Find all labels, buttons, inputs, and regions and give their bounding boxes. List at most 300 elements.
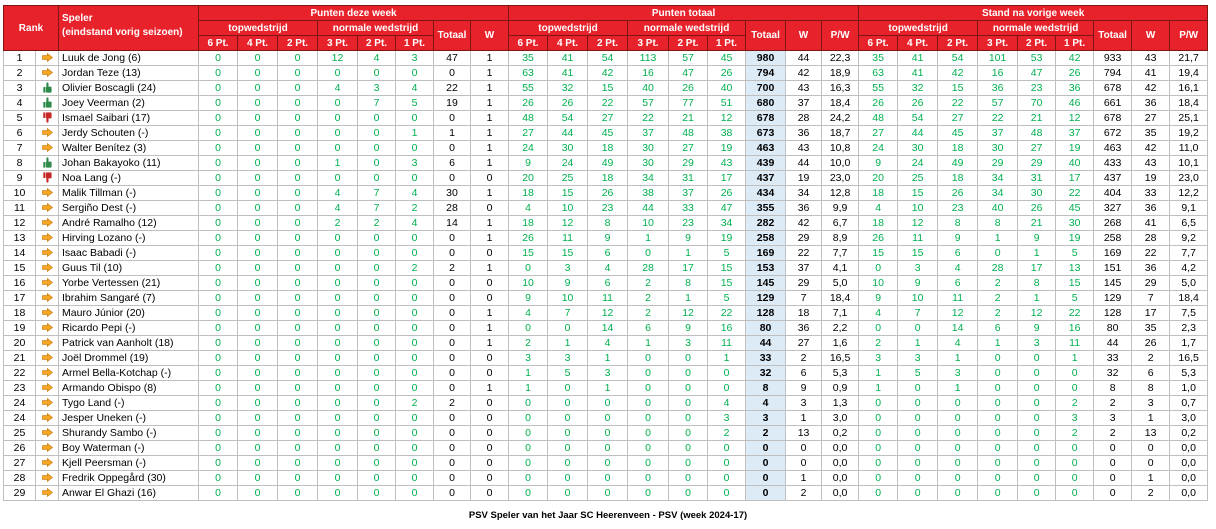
week-top-6pt-cell: 0 bbox=[199, 321, 238, 336]
week-top-6pt-cell: 0 bbox=[199, 306, 238, 321]
week-total-cell: 0 bbox=[434, 66, 471, 81]
previous-normal-1pt-cell: 1 bbox=[1056, 351, 1094, 366]
total-pw-cell: 23,0 bbox=[822, 171, 859, 186]
previous-top-4pt-cell: 15 bbox=[898, 186, 938, 201]
total-normal-3pt-cell: 0 bbox=[628, 396, 669, 411]
week-w-cell: 1 bbox=[471, 231, 509, 246]
table-row bbox=[4, 336, 1208, 351]
total-top-2pt-cell: 14 bbox=[588, 321, 628, 336]
previous-pw-cell: 0,2 bbox=[1170, 426, 1208, 441]
trend-cell bbox=[36, 381, 59, 396]
total-total-cell: 4 bbox=[746, 396, 786, 411]
previous-top-6pt-cell: 0 bbox=[859, 396, 898, 411]
previous-top-6pt-cell: 0 bbox=[859, 471, 898, 486]
rank-cell: 24 bbox=[4, 396, 36, 411]
total-pw-cell: 10,8 bbox=[822, 141, 859, 156]
trend-cell bbox=[36, 276, 59, 291]
trend-cell bbox=[36, 96, 59, 111]
total-pw-cell: 5,0 bbox=[822, 276, 859, 291]
total-w-cell: 3 bbox=[786, 396, 822, 411]
week-normal-3pt-cell: 0 bbox=[318, 261, 358, 276]
total-pw-cell: 10,0 bbox=[822, 156, 859, 171]
previous-normal-1pt-cell: 30 bbox=[1056, 216, 1094, 231]
previous-top-4pt-cell: 0 bbox=[898, 441, 938, 456]
previous-1pt-header: 1 Pt. bbox=[1056, 36, 1094, 51]
arrow-right-icon bbox=[42, 188, 53, 197]
player-name: Jordan Teze (13) bbox=[59, 66, 199, 81]
rank-cell: 14 bbox=[4, 246, 36, 261]
previous-normal-1pt-cell: 2 bbox=[1056, 426, 1094, 441]
total-w-cell: 1 bbox=[786, 411, 822, 426]
week-normal-3pt-cell: 0 bbox=[318, 471, 358, 486]
table-row bbox=[4, 216, 1208, 231]
previous-total-cell: 33 bbox=[1094, 351, 1132, 366]
total-w-cell: 44 bbox=[786, 156, 822, 171]
week-total-cell: 0 bbox=[434, 246, 471, 261]
total-top-6pt-cell: 0 bbox=[509, 441, 548, 456]
total-normal-3pt-cell: 6 bbox=[628, 321, 669, 336]
previous-normal-1pt-cell: 3 bbox=[1056, 411, 1094, 426]
week-top-4pt-cell: 0 bbox=[238, 441, 278, 456]
week-top-4pt-cell: 0 bbox=[238, 246, 278, 261]
trend-cell bbox=[36, 81, 59, 96]
total-top-4pt-cell: 10 bbox=[548, 201, 588, 216]
previous-normal-1pt-cell: 0 bbox=[1056, 381, 1094, 396]
previous-normal-1pt-cell: 22 bbox=[1056, 186, 1094, 201]
total-normal-2pt-cell: 47 bbox=[669, 66, 708, 81]
arrow-right-icon bbox=[42, 263, 53, 272]
total-top-6pt-cell: 9 bbox=[509, 156, 548, 171]
table-row bbox=[4, 441, 1208, 456]
previous-top-4pt-cell: 30 bbox=[898, 141, 938, 156]
previous-normal-2pt-cell: 0 bbox=[1018, 411, 1056, 426]
rank-cell: 13 bbox=[4, 231, 36, 246]
week-total-cell: 0 bbox=[434, 321, 471, 336]
rank-cell: 23 bbox=[4, 381, 36, 396]
table-row bbox=[4, 156, 1208, 171]
week-w-cell: 0 bbox=[471, 201, 509, 216]
week-normal-3pt-cell: 0 bbox=[318, 441, 358, 456]
player-name: Guus Til (10) bbox=[59, 261, 199, 276]
total-total-cell: 145 bbox=[746, 276, 786, 291]
total-pw-cell: 8,9 bbox=[822, 231, 859, 246]
week-normal-2pt-cell: 0 bbox=[358, 411, 396, 426]
previous-w-cell: 35 bbox=[1132, 126, 1170, 141]
previous-normal-1pt-cell: 17 bbox=[1056, 171, 1094, 186]
arrow-right-icon bbox=[42, 203, 53, 212]
total-normal-3pt-cell: 0 bbox=[628, 441, 669, 456]
rank-cell: 28 bbox=[4, 471, 36, 486]
player-name: Jesper Uneken (-) bbox=[59, 411, 199, 426]
week-top-2pt-cell: 0 bbox=[278, 456, 318, 471]
table-row bbox=[4, 321, 1208, 336]
total-w-header: W bbox=[786, 21, 822, 51]
previous-normal-3pt-cell: 36 bbox=[978, 81, 1018, 96]
previous-normal-3pt-cell: 40 bbox=[978, 201, 1018, 216]
week-w-cell: 1 bbox=[471, 186, 509, 201]
arrow-right-icon bbox=[42, 383, 53, 392]
previous-normal-3pt-cell: 1 bbox=[978, 336, 1018, 351]
player-name: Joey Veerman (2) bbox=[59, 96, 199, 111]
previous-normal-3pt-cell: 57 bbox=[978, 96, 1018, 111]
arrow-right-icon bbox=[42, 278, 53, 287]
previous-normal-3pt-cell: 2 bbox=[978, 276, 1018, 291]
total-top-4pt-cell: 0 bbox=[548, 456, 588, 471]
total-top-4pt-cell: 3 bbox=[548, 261, 588, 276]
week-top-4pt-cell: 0 bbox=[238, 321, 278, 336]
trend-cell bbox=[36, 396, 59, 411]
total-normal-2pt-cell: 57 bbox=[669, 51, 708, 66]
total-normal-1pt-cell: 34 bbox=[708, 216, 746, 231]
total-normal-3pt-cell: 44 bbox=[628, 201, 669, 216]
week-top-4pt-cell: 0 bbox=[238, 336, 278, 351]
previous-w-cell: 41 bbox=[1132, 216, 1170, 231]
total-normal-2pt-cell: 37 bbox=[669, 186, 708, 201]
total-normal-1pt-cell: 4 bbox=[708, 396, 746, 411]
previous-w-cell: 43 bbox=[1132, 51, 1170, 66]
previous-w-cell: 17 bbox=[1132, 306, 1170, 321]
previous-top-2pt-cell: 3 bbox=[938, 366, 978, 381]
total-normal-2pt-cell: 31 bbox=[669, 171, 708, 186]
arrow-right-icon bbox=[42, 248, 53, 257]
previous-top-4pt-cell: 0 bbox=[898, 411, 938, 426]
total-pw-cell: 18,4 bbox=[822, 96, 859, 111]
week-normal-2pt-cell: 0 bbox=[358, 231, 396, 246]
total-total-cell: 437 bbox=[746, 171, 786, 186]
previous-top-6pt-cell: 0 bbox=[859, 441, 898, 456]
total-normal-3pt-cell: 38 bbox=[628, 186, 669, 201]
rank-cell: 26 bbox=[4, 441, 36, 456]
player-name: Isaac Babadi (-) bbox=[59, 246, 199, 261]
player-header-label: Speler bbox=[62, 13, 93, 24]
week-normal-2pt-cell: 0 bbox=[358, 396, 396, 411]
trend-cell bbox=[36, 111, 59, 126]
previous-top-2pt-cell: 18 bbox=[938, 141, 978, 156]
trend-cell bbox=[36, 336, 59, 351]
previous-normal-2pt-cell: 12 bbox=[1018, 306, 1056, 321]
total-top-6pt-cell: 48 bbox=[509, 111, 548, 126]
rank-cell: 21 bbox=[4, 351, 36, 366]
table-row bbox=[4, 291, 1208, 306]
week-top-2pt-cell: 0 bbox=[278, 261, 318, 276]
player-name: Patrick van Aanholt (18) bbox=[59, 336, 199, 351]
total-normal-3pt-cell: 16 bbox=[628, 66, 669, 81]
previous-pw-cell: 5,3 bbox=[1170, 366, 1208, 381]
week-normal-1pt-cell: 0 bbox=[396, 336, 434, 351]
previous-normal-header: normale wedstrijd bbox=[978, 21, 1094, 36]
week-normal-header: normale wedstrijd bbox=[318, 21, 434, 36]
trend-cell bbox=[36, 246, 59, 261]
player-name: Olivier Boscagli (24) bbox=[59, 81, 199, 96]
total-total-cell: 282 bbox=[746, 216, 786, 231]
total-normal-3pt-cell: 0 bbox=[628, 351, 669, 366]
rank-cell: 20 bbox=[4, 336, 36, 351]
total-top-6pt-cell: 24 bbox=[509, 141, 548, 156]
previous-total-cell: 0 bbox=[1094, 471, 1132, 486]
week-top-4pt-cell: 0 bbox=[238, 486, 278, 501]
total-w-cell: 9 bbox=[786, 381, 822, 396]
previous-normal-2pt-cell: 9 bbox=[1018, 231, 1056, 246]
week-top-2pt-cell: 0 bbox=[278, 441, 318, 456]
total-w-cell: 42 bbox=[786, 216, 822, 231]
total-normal-3pt-cell: 30 bbox=[628, 141, 669, 156]
previous-normal-1pt-cell: 15 bbox=[1056, 276, 1094, 291]
previous-pw-header: P/W bbox=[1170, 21, 1208, 51]
week-top-2pt-cell: 0 bbox=[278, 381, 318, 396]
week-top-4pt-cell: 0 bbox=[238, 66, 278, 81]
trend-cell bbox=[36, 411, 59, 426]
total-top-4pt-cell: 0 bbox=[548, 381, 588, 396]
previous-total-cell: 2 bbox=[1094, 396, 1132, 411]
player-name: Sergiño Dest (-) bbox=[59, 201, 199, 216]
total-top-2pt-cell: 15 bbox=[588, 81, 628, 96]
total-w-cell: 44 bbox=[786, 51, 822, 66]
total-top-6pt-cell: 55 bbox=[509, 81, 548, 96]
week-top-6pt-cell: 0 bbox=[199, 396, 238, 411]
week-w-cell: 1 bbox=[471, 51, 509, 66]
total-pw-cell: 0,0 bbox=[822, 456, 859, 471]
previous-total-cell: 169 bbox=[1094, 246, 1132, 261]
previous-normal-3pt-cell: 0 bbox=[978, 441, 1018, 456]
week-normal-1pt-cell: 0 bbox=[396, 456, 434, 471]
week-normal-2pt-cell: 0 bbox=[358, 456, 396, 471]
previous-total-cell: 129 bbox=[1094, 291, 1132, 306]
previous-w-cell: 6 bbox=[1132, 366, 1170, 381]
previous-normal-3pt-cell: 16 bbox=[978, 66, 1018, 81]
week-normal-3pt-cell: 0 bbox=[318, 486, 358, 501]
previous-w-cell: 7 bbox=[1132, 291, 1170, 306]
total-normal-2pt-cell: 9 bbox=[669, 321, 708, 336]
total-normal-1pt-cell: 16 bbox=[708, 321, 746, 336]
total-top-4pt-cell: 41 bbox=[548, 51, 588, 66]
week-top-2pt-cell: 0 bbox=[278, 156, 318, 171]
trend-cell bbox=[36, 366, 59, 381]
trend-cell bbox=[36, 66, 59, 81]
week-normal-3pt-cell: 0 bbox=[318, 246, 358, 261]
previous-top-2pt-cell: 18 bbox=[938, 171, 978, 186]
week-top-6pt-cell: 0 bbox=[199, 51, 238, 66]
week-normal-2pt-cell: 4 bbox=[358, 51, 396, 66]
trend-cell bbox=[36, 186, 59, 201]
week-w-header: W bbox=[471, 21, 509, 51]
previous-normal-3pt-cell: 8 bbox=[978, 216, 1018, 231]
week-top-2pt-cell: 0 bbox=[278, 51, 318, 66]
previous-top-2pt-cell: 0 bbox=[938, 396, 978, 411]
previous-topmatch-header: topwedstrijd bbox=[859, 21, 978, 36]
week-normal-1pt-cell: 3 bbox=[396, 156, 434, 171]
week-top-2pt-cell: 0 bbox=[278, 486, 318, 501]
total-normal-2pt-cell: 23 bbox=[669, 216, 708, 231]
total-normal-3pt-cell: 30 bbox=[628, 156, 669, 171]
total-total-cell: 463 bbox=[746, 141, 786, 156]
week-normal-3pt-cell: 4 bbox=[318, 81, 358, 96]
arrow-right-icon bbox=[42, 218, 53, 227]
previous-pw-cell: 18,4 bbox=[1170, 291, 1208, 306]
previous-normal-3pt-cell: 0 bbox=[978, 396, 1018, 411]
total-normal-2pt-cell: 3 bbox=[669, 336, 708, 351]
total-w-cell: 0 bbox=[786, 441, 822, 456]
table-row bbox=[4, 456, 1208, 471]
total-normal-3pt-cell: 0 bbox=[628, 456, 669, 471]
week-top-6pt-cell: 0 bbox=[199, 186, 238, 201]
rank-cell: 19 bbox=[4, 321, 36, 336]
week-w-cell: 1 bbox=[471, 96, 509, 111]
total-normal-3pt-cell: 0 bbox=[628, 381, 669, 396]
header-row-sections bbox=[4, 6, 1208, 21]
previous-pw-cell: 7,5 bbox=[1170, 306, 1208, 321]
previous-normal-3pt-cell: 0 bbox=[978, 411, 1018, 426]
week-top-4pt-cell: 0 bbox=[238, 141, 278, 156]
total-normal-2pt-cell: 8 bbox=[669, 276, 708, 291]
week-w-cell: 0 bbox=[471, 441, 509, 456]
table-row bbox=[4, 231, 1208, 246]
week-w-cell: 1 bbox=[471, 111, 509, 126]
total-w-cell: 0 bbox=[786, 456, 822, 471]
week-normal-3pt-cell: 2 bbox=[318, 216, 358, 231]
total-w-cell: 43 bbox=[786, 141, 822, 156]
week-normal-1pt-cell: 0 bbox=[396, 366, 434, 381]
total-pw-cell: 16,3 bbox=[822, 81, 859, 96]
total-top-2pt-cell: 49 bbox=[588, 156, 628, 171]
week-total-cell: 0 bbox=[434, 351, 471, 366]
week-total-cell: 0 bbox=[434, 171, 471, 186]
previous-w-cell: 8 bbox=[1132, 381, 1170, 396]
total-top-2pt-cell: 6 bbox=[588, 276, 628, 291]
previous-w-header: W bbox=[1132, 21, 1170, 51]
total-top-2pt-cell: 6 bbox=[588, 246, 628, 261]
week-top-2pt-cell: 0 bbox=[278, 306, 318, 321]
previous-normal-1pt-cell: 16 bbox=[1056, 321, 1094, 336]
previous-normal-3pt-cell: 0 bbox=[978, 381, 1018, 396]
previous-w-cell: 19 bbox=[1132, 171, 1170, 186]
previous-normal-1pt-cell: 0 bbox=[1056, 471, 1094, 486]
week-w-cell: 1 bbox=[471, 66, 509, 81]
total-normal-2pt-cell: 0 bbox=[669, 396, 708, 411]
total-pw-cell: 4,1 bbox=[822, 261, 859, 276]
week-w-cell: 1 bbox=[471, 156, 509, 171]
week-total-cell: 0 bbox=[434, 411, 471, 426]
week-w-cell: 0 bbox=[471, 426, 509, 441]
previous-normal-3pt-cell: 37 bbox=[978, 126, 1018, 141]
week-normal-3pt-cell: 0 bbox=[318, 96, 358, 111]
total-w-cell: 27 bbox=[786, 336, 822, 351]
week-normal-3pt-cell: 0 bbox=[318, 66, 358, 81]
total-normal-1pt-cell: 15 bbox=[708, 276, 746, 291]
previous-normal-2pt-cell: 31 bbox=[1018, 171, 1056, 186]
week-normal-3pt-cell: 0 bbox=[318, 351, 358, 366]
week-top-2pt-cell: 0 bbox=[278, 96, 318, 111]
previous-normal-2pt-cell: 70 bbox=[1018, 96, 1056, 111]
previous-pw-cell: 0,7 bbox=[1170, 396, 1208, 411]
total-total-cell: 0 bbox=[746, 486, 786, 501]
trend-cell bbox=[36, 426, 59, 441]
total-normal-1pt-cell: 19 bbox=[708, 231, 746, 246]
rank-cell: 4 bbox=[4, 96, 36, 111]
week-top-4pt-cell: 0 bbox=[238, 426, 278, 441]
previous-top-4pt-cell: 24 bbox=[898, 156, 938, 171]
week-top-2pt-cell: 0 bbox=[278, 366, 318, 381]
total-normal-3pt-cell: 2 bbox=[628, 276, 669, 291]
total-top-2pt-cell: 27 bbox=[588, 111, 628, 126]
week-total-cell: 0 bbox=[434, 426, 471, 441]
arrow-right-icon bbox=[42, 473, 53, 482]
table-row bbox=[4, 171, 1208, 186]
previous-w-cell: 36 bbox=[1132, 96, 1170, 111]
week-w-cell: 0 bbox=[471, 456, 509, 471]
week-total-cell: 0 bbox=[434, 336, 471, 351]
rank-header: Rank bbox=[4, 6, 59, 51]
week-total-cell: 0 bbox=[434, 441, 471, 456]
total-top-6pt-cell: 10 bbox=[509, 276, 548, 291]
total-total-cell: 434 bbox=[746, 186, 786, 201]
week-normal-1pt-cell: 0 bbox=[396, 171, 434, 186]
total-total-cell: 3 bbox=[746, 411, 786, 426]
total-top-6pt-cell: 15 bbox=[509, 246, 548, 261]
previous-pw-cell: 12,2 bbox=[1170, 186, 1208, 201]
week-total-cell: 0 bbox=[434, 141, 471, 156]
total-w-cell: 34 bbox=[786, 186, 822, 201]
previous-top-6pt-cell: 0 bbox=[859, 261, 898, 276]
week-top-4pt-cell: 0 bbox=[238, 216, 278, 231]
previous-pw-cell: 0,0 bbox=[1170, 471, 1208, 486]
player-name: Jerdy Schouten (-) bbox=[59, 126, 199, 141]
previous-top-2pt-cell: 26 bbox=[938, 186, 978, 201]
week-normal-2pt-cell: 7 bbox=[358, 201, 396, 216]
week-total-cell: 0 bbox=[434, 111, 471, 126]
previous-top-4pt-cell: 12 bbox=[898, 216, 938, 231]
week-normal-3pt-cell: 0 bbox=[318, 171, 358, 186]
previous-normal-2pt-cell: 26 bbox=[1018, 201, 1056, 216]
total-normal-3pt-cell: 0 bbox=[628, 486, 669, 501]
previous-w-cell: 28 bbox=[1132, 231, 1170, 246]
total-w-cell: 36 bbox=[786, 201, 822, 216]
arrow-right-icon bbox=[42, 443, 53, 452]
total-total-cell: 680 bbox=[746, 96, 786, 111]
total-pw-cell: 0,0 bbox=[822, 486, 859, 501]
previous-normal-2pt-cell: 8 bbox=[1018, 276, 1056, 291]
total-normal-3pt-cell: 1 bbox=[628, 336, 669, 351]
total-total-header: Totaal bbox=[746, 21, 786, 51]
footer-caption: PSV Speler van het Jaar SC Heerenveen - PSV (week 2024-17) bbox=[468, 510, 748, 521]
week-normal-1pt-cell: 2 bbox=[396, 201, 434, 216]
total-top-6pt-cell: 0 bbox=[509, 471, 548, 486]
total-total-cell: 355 bbox=[746, 201, 786, 216]
player-header-sublabel: (eindstand vorig seizoen) bbox=[62, 27, 183, 38]
table-row bbox=[4, 81, 1208, 96]
previous-top-2pt-cell: 6 bbox=[938, 246, 978, 261]
rank-cell: 7 bbox=[4, 141, 36, 156]
previous-normal-3pt-cell: 22 bbox=[978, 111, 1018, 126]
previous-top-4pt-cell: 41 bbox=[898, 66, 938, 81]
previous-total-cell: 404 bbox=[1094, 186, 1132, 201]
previous-pw-cell: 21,7 bbox=[1170, 51, 1208, 66]
previous-top-6pt-cell: 15 bbox=[859, 246, 898, 261]
previous-top-4pt-cell: 5 bbox=[898, 366, 938, 381]
total-pw-cell: 24,2 bbox=[822, 111, 859, 126]
week-top-4pt-cell: 0 bbox=[238, 351, 278, 366]
total-top-4pt-cell: 11 bbox=[548, 231, 588, 246]
previous-top-4pt-cell: 0 bbox=[898, 471, 938, 486]
total-normal-2pt-cell: 0 bbox=[669, 366, 708, 381]
previous-w-cell: 26 bbox=[1132, 336, 1170, 351]
total-normal-2pt-cell: 0 bbox=[669, 351, 708, 366]
week-normal-2pt-cell: 0 bbox=[358, 126, 396, 141]
total-total-cell: 169 bbox=[746, 246, 786, 261]
previous-normal-1pt-cell: 0 bbox=[1056, 486, 1094, 501]
previous-top-2pt-cell: 6 bbox=[938, 276, 978, 291]
previous-normal-1pt-cell: 0 bbox=[1056, 456, 1094, 471]
week-normal-2pt-cell: 0 bbox=[358, 321, 396, 336]
